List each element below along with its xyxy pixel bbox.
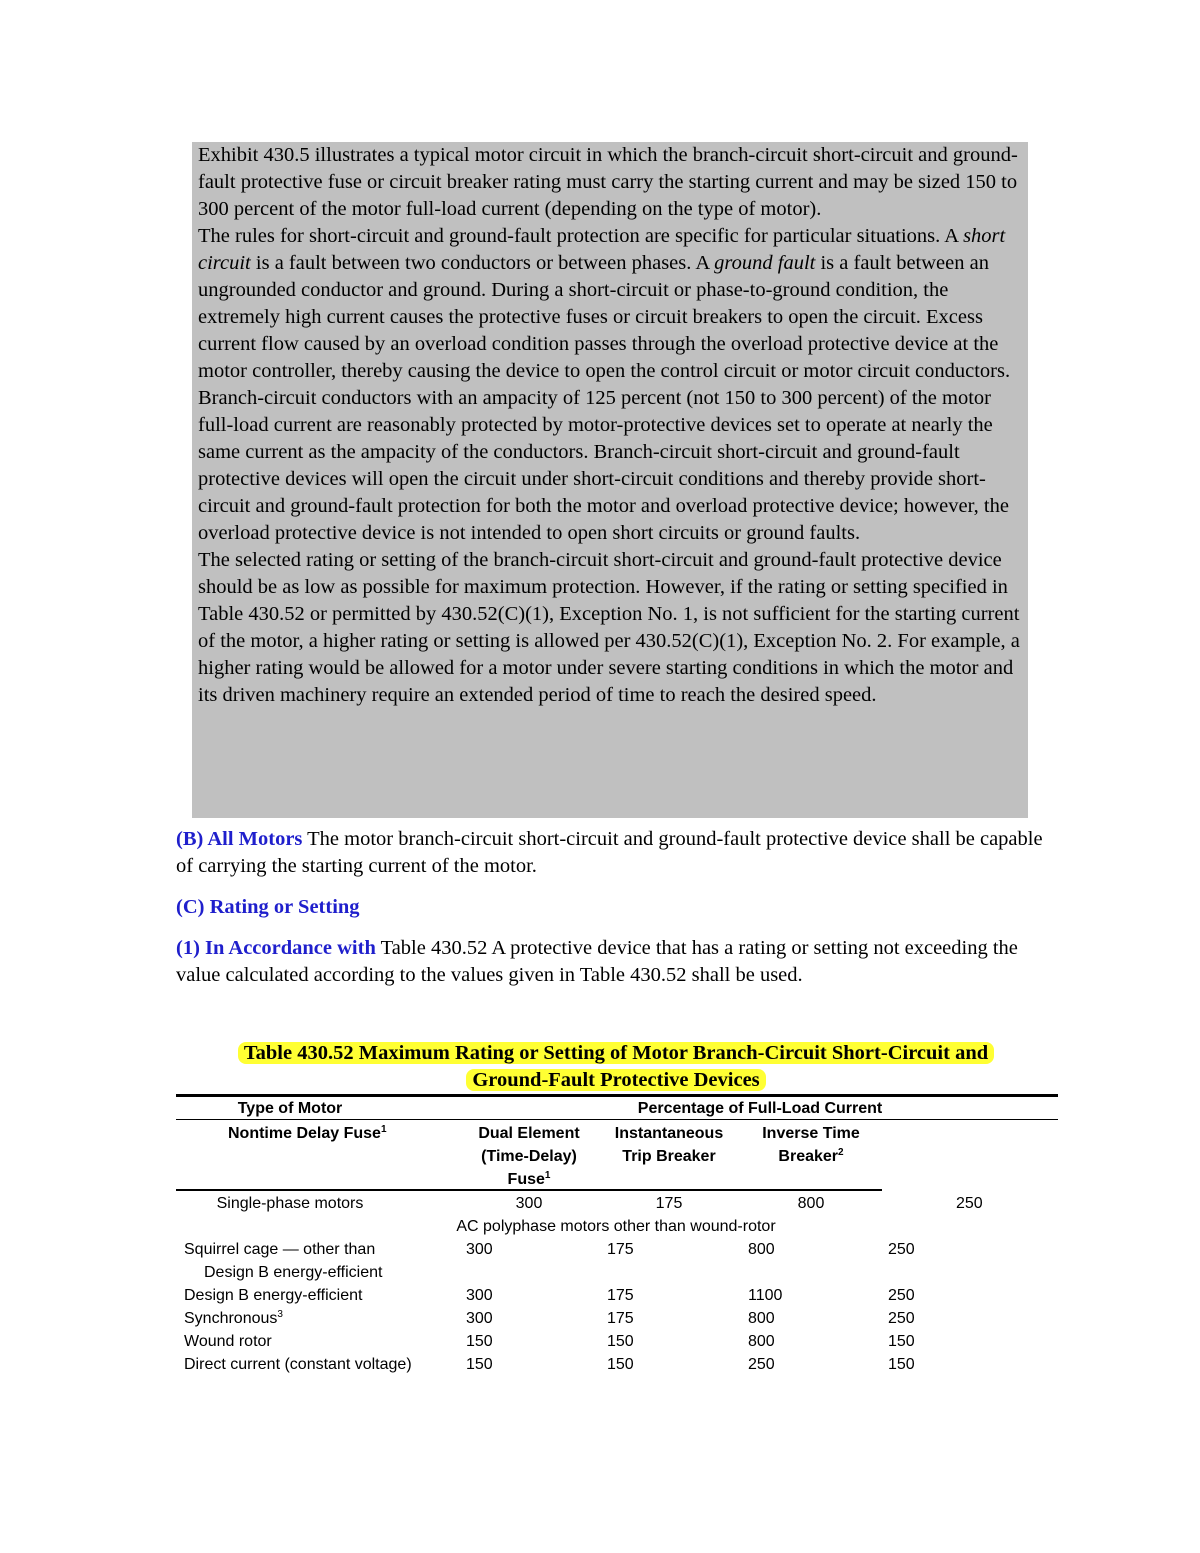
row-value-3: 800 [748, 1333, 775, 1350]
table-title [176, 1040, 1056, 1094]
ac-polyphase-label: AC polyphase motors other than wound-rotor [456, 1218, 776, 1235]
row-label: Synchronous$^3$ [184, 1309, 283, 1327]
row-value-4: 250 [956, 1195, 983, 1212]
row-label: Squirrel cage — other than [184, 1241, 376, 1258]
table-title-line-1: Table 430.52 Maximum Rating or Setting of Motor Branch-Circuit Short-Circuit and [238, 1042, 994, 1064]
row-value-1: 300 [466, 1310, 493, 1327]
row-value-1: 300 [515, 1195, 543, 1212]
row-value-3: 800 [797, 1195, 825, 1212]
term-short-circuit: short circuit [198, 225, 1006, 274]
row-value-2: 175 [607, 1310, 634, 1327]
row-value-4: 250 [888, 1310, 915, 1327]
row-value-3: 250 [748, 1356, 775, 1373]
section-c1 [176, 935, 1056, 989]
row-value-2: 150 [607, 1356, 634, 1373]
row-value-2: 150 [607, 1333, 634, 1350]
row-value-3: 800 [748, 1241, 775, 1258]
section-c [176, 894, 1056, 921]
row-value-4: 150 [888, 1333, 915, 1350]
row-value-1: 300 [466, 1241, 493, 1258]
commentary-paragraph-2: The rules for short-circuit and ground-fault protection are specific for particular situations. A short circuit is a fault between two conductors or between phases. A ground fault is a fault between an ungrounded conductor and ground. During a short-circuit or phase-to-ground condition, the extremely high current causes the protective fuses or circuit breakers to open the circuit. Excess current flow caused by an overload condition passes through the overload protective device at the motor controller, thereby causing the device to open the control circuit or motor circuit conductors. [198, 225, 1011, 382]
row-value-1: 150 [466, 1356, 493, 1373]
row-value-4: 150 [888, 1356, 915, 1373]
row-value-1: 300 [466, 1287, 493, 1304]
row-value-2: 175 [607, 1287, 634, 1304]
commentary-paragraph-3: Branch-circuit conductors with an ampacity of 125 percent (not 150 to 300 percent) of the motor full-load current are reasonably protected by motor-protective devices set to operate at nearly the same current as the ampacity of the conductors. Branch-circuit short-circuit and ground-fault protective devices will open the circuit under short-circuit conditions and thereby provide short-circuit and ground-fault protection for both the motor and overload protective device; however, the overload protective device is not intended to open short circuits or ground faults. [198, 387, 1009, 544]
section-b [176, 826, 1056, 880]
header-type-of-motor: Type of Motor [237, 1100, 343, 1117]
col-instantaneous-trip-breaker: Instantaneous Trip Breaker [614, 1125, 724, 1165]
row-value-1: 150 [466, 1333, 493, 1350]
row-label-continued: Design B energy-efficient [204, 1264, 383, 1281]
row-label: Single-phase motors [216, 1195, 364, 1212]
col-dual-element-fuse: Dual Element (Time-Delay) Fuse$^1$ [478, 1125, 580, 1188]
row-value-4: 250 [888, 1287, 915, 1304]
commentary-paragraph-1: Exhibit 430.5 illustrates a typical motor circuit in which the branch-circuit short-circuit and ground-fault protective fuse or circuit breaker rating must carry the starting current and may be sized 150 to 300 percent of the motor full-load current (depending on the type of motor). [198, 144, 1018, 220]
term-ground-fault: ground fault [714, 252, 816, 274]
col-inverse-time-breaker: Inverse Time Breaker$^2$ [762, 1125, 860, 1165]
section-c1-heading: (1) In Accordance with [176, 937, 376, 959]
table-title-line-2: Ground-Fault Protective Devices [466, 1069, 765, 1091]
row-value-4: 250 [888, 1241, 915, 1258]
section-c1-text: Table 430.52 A protective device that has a rating or setting not exceeding the value calculated according to the values given in Table 430.52 shall be used. [176, 937, 1018, 986]
row-label: Design B energy-efficient [184, 1287, 363, 1304]
row-label: Direct current (constant voltage) [184, 1356, 412, 1373]
header-percentage: Percentage of Full-Load Current [637, 1100, 883, 1117]
row-value-3: 800 [748, 1310, 775, 1327]
section-b-text: The motor branch-circuit short-circuit and ground-fault protective device shall be capable of carrying the starting current of the motor. [176, 828, 1043, 877]
section-b-heading: (B) All Motors [176, 828, 303, 850]
section-c-heading: (C) Rating or Setting [176, 896, 360, 918]
row-label: Wound rotor [184, 1333, 272, 1350]
commentary-box [192, 142, 1028, 818]
commentary-paragraph-4: The selected rating or setting of the branch-circuit short-circuit and ground-fault protective device should be as low as possible for maximum protection. However, if the rating or setting specified in Table 430.52 or permitted by 430.52(C)(1), Exception No. 1, is not sufficient for the starting current of the motor, a higher rating or setting is allowed per 430.52(C)(1), Exception No. 2. For example, a higher rating would be allowed for a motor under severe starting conditions in which the motor and its driven machinery require an extended period of time to reach the desired speed. [198, 549, 1020, 706]
row-value-3: 1100 [748, 1287, 783, 1304]
row-value-2: 175 [607, 1241, 634, 1258]
row-value-2: 175 [655, 1195, 683, 1212]
col-nontime-delay-fuse: Nontime Delay Fuse$^1$ [228, 1124, 387, 1142]
